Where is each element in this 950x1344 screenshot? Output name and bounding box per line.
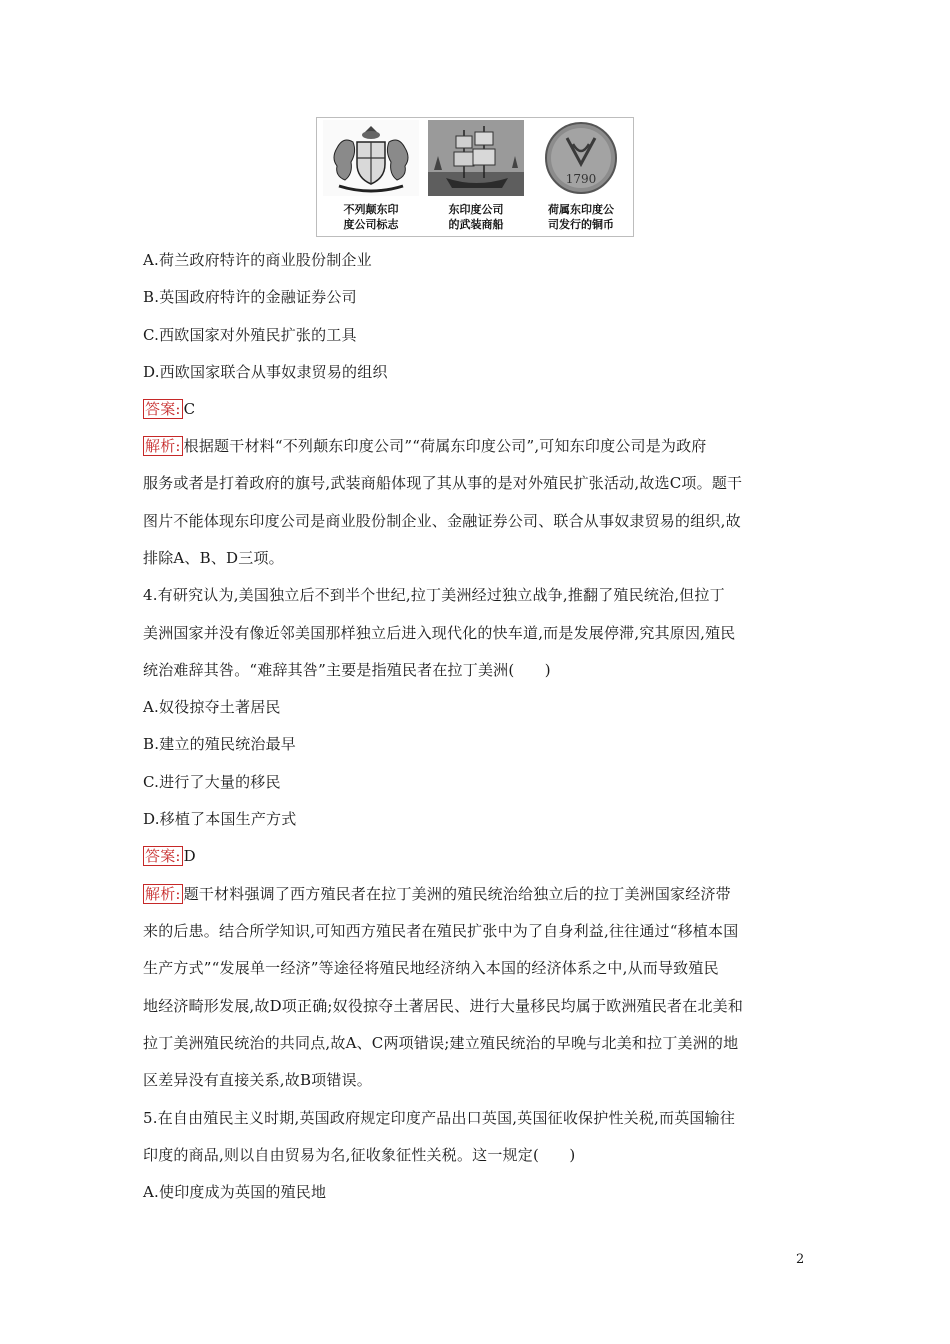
caption-line: 度公司标志	[343, 218, 399, 231]
q4-stem-line: 4.有研究认为,美国独立后不到半个世纪,拉丁美洲经过独立战争,推翻了殖民统治,但拉丁	[143, 586, 725, 604]
q3-analysis-line	[143, 436, 707, 456]
caption-line: 东印度公司	[448, 203, 504, 216]
q4-analysis-line: 生产方式”“发展单一经济”等途径将殖民地经济纳入本国的经济体系之中,从而导致殖民	[143, 959, 719, 977]
q4-analysis-line	[143, 884, 731, 904]
q4-option-c: C.进行了大量的移民	[143, 773, 281, 791]
caption-line: 的武装商船	[448, 218, 504, 231]
q4-analysis-line: 地经济畸形发展,故D项正确;奴役掠夺土著居民、进行大量移民均属于欧洲殖民者在北美和	[143, 997, 744, 1015]
page-number: 2	[796, 1252, 805, 1267]
caption-line: 不列颠东印	[343, 203, 399, 216]
q3-analysis-line: 排除A、B、D三项。	[143, 549, 284, 567]
answer-value: C	[183, 400, 196, 418]
copper-coin-icon	[533, 120, 629, 196]
q4-analysis-line: 来的后患。结合所学知识,可知西方殖民者在殖民扩张中为了自身利益,往往通过“移植本国	[143, 922, 739, 940]
figure-panel-emblem	[319, 118, 423, 236]
q3-option-c: C.西欧国家对外殖民扩张的工具	[143, 326, 357, 344]
figure-panel-ship	[424, 118, 528, 236]
caption-line: 荷属东印度公	[548, 203, 614, 216]
analysis-label: 解析:	[145, 885, 181, 903]
answer-label: 答案:	[145, 847, 181, 865]
q3-answer	[143, 399, 195, 419]
answer-value: D	[183, 847, 196, 865]
q3-option-a: A.荷兰政府特许的商业股份制企业	[143, 251, 372, 269]
q4-analysis-line: 区差异没有直接关系,故B项错误。	[143, 1071, 372, 1089]
sailing-ship-icon	[428, 120, 524, 196]
q4-option-b: B.建立的殖民统治最早	[143, 735, 296, 753]
caption-emblem	[319, 202, 423, 232]
q4-answer	[143, 846, 196, 866]
analysis-text: 根据题干材料“不列颠东印度公司”“荷属东印度公司”,可知东印度公司是为政府	[183, 437, 707, 455]
figure-east-india-company	[316, 117, 634, 237]
figure-panel-coin	[529, 118, 633, 236]
q3-analysis-line: 服务或者是打着政府的旗号,武装商船体现了其从事的是对外殖民扩张活动,故选C项。题干	[143, 474, 743, 492]
q5-option-a: A.使印度成为英国的殖民地	[143, 1183, 327, 1201]
q3-option-d: D.西欧国家联合从事奴隶贸易的组织	[143, 363, 388, 381]
q4-option-d: D.移植了本国生产方式	[143, 810, 297, 828]
analysis-text: 题干材料强调了西方殖民者在拉丁美洲的殖民统治给独立后的拉丁美洲国家经济带	[183, 885, 731, 903]
caption-ship	[424, 202, 528, 232]
q3-option-b: B.英国政府特许的金融证券公司	[143, 288, 357, 306]
q4-stem-line: 统治难辞其咎。“难辞其咎”主要是指殖民者在拉丁美洲( )	[143, 661, 551, 679]
caption-line: 司发行的铜币	[548, 218, 614, 231]
q4-stem-line: 美洲国家并没有像近邻美国那样独立后进入现代化的快车道,而是发展停滞,究其原因,殖民	[143, 624, 736, 642]
caption-coin	[529, 202, 633, 232]
coat-of-arms-icon	[323, 120, 419, 196]
q4-option-a: A.奴役掠夺土著居民	[143, 698, 281, 716]
answer-label: 答案:	[145, 400, 181, 418]
q4-analysis-line: 拉丁美洲殖民统治的共同点,故A、C两项错误;建立殖民统治的早晚与北美和拉丁美洲的地	[143, 1034, 739, 1052]
q5-stem-line: 印度的商品,则以自由贸易为名,征收象征性关税。这一规定( )	[143, 1146, 576, 1164]
q5-stem-line: 5.在自由殖民主义时期,英国政府规定印度产品出口英国,英国征收保护性关税,而英国输往	[143, 1109, 736, 1127]
analysis-label: 解析:	[145, 437, 181, 455]
q3-analysis-line: 图片不能体现东印度公司是商业股份制企业、金融证券公司、联合从事奴隶贸易的组织,故	[143, 512, 741, 530]
coin-year: 1790	[565, 172, 597, 186]
